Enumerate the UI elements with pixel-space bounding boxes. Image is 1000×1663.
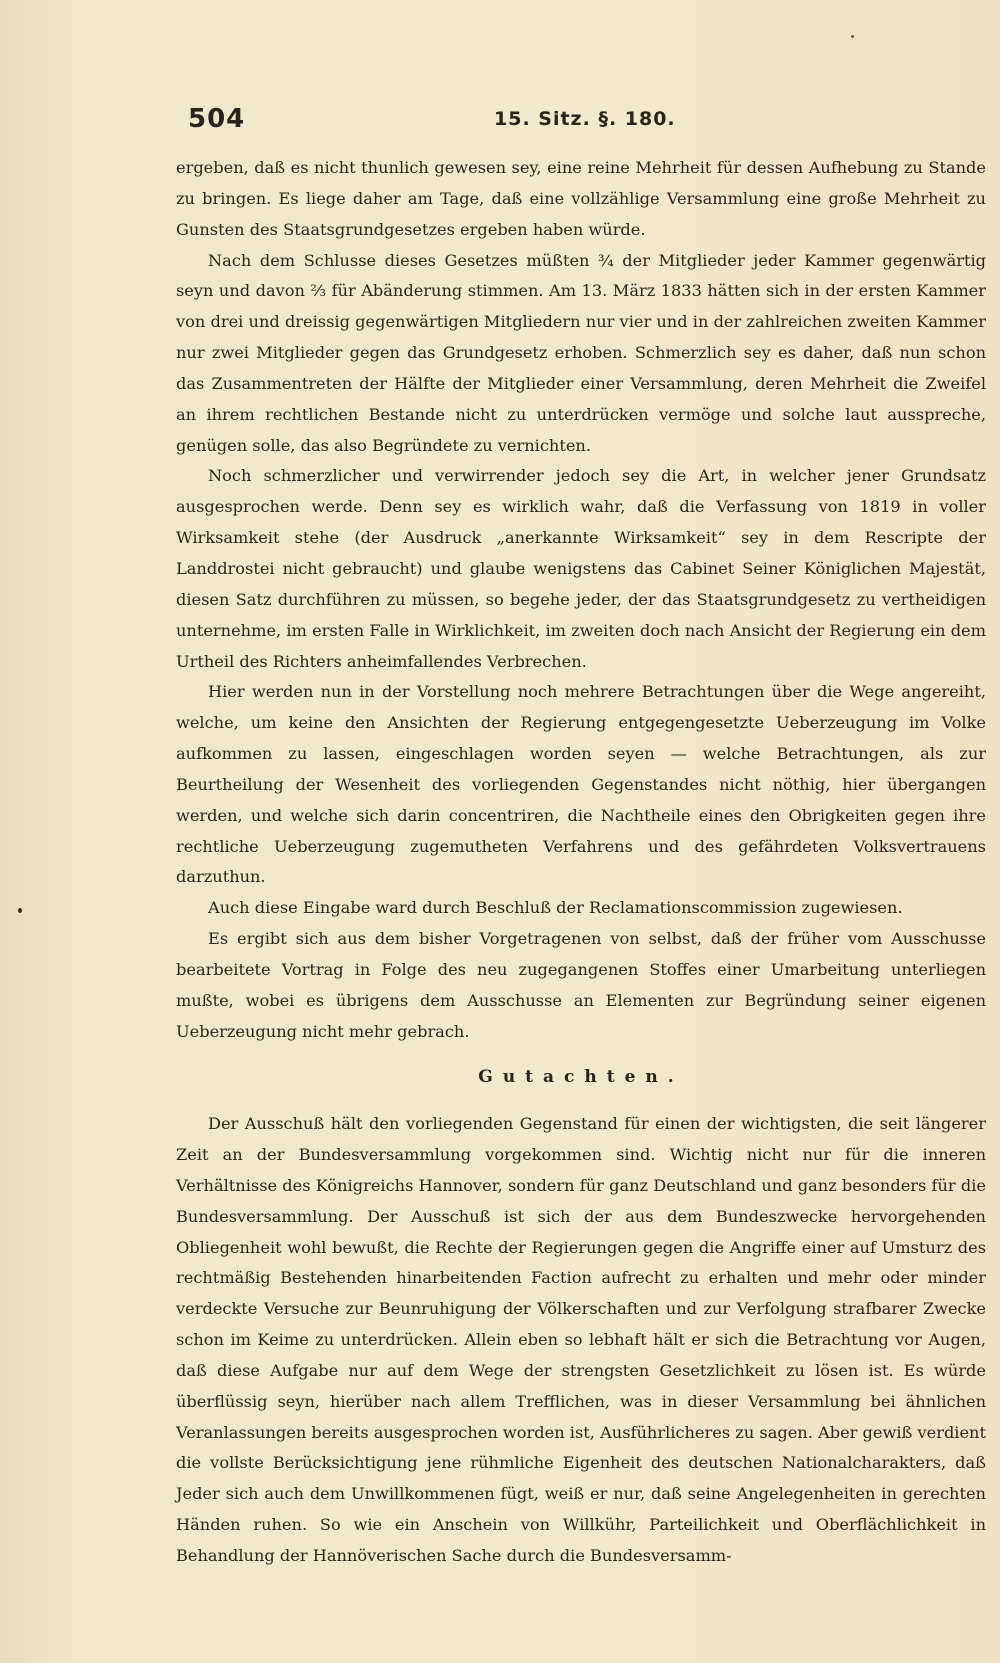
page-number: 504 [188, 104, 246, 134]
paragraph: Hier werden nun in der Vorstellung noch mehrere Betrachtungen über die Wege angereiht, welche, um keine den Ansichten der Regierung entgegengesetzte Ueberzeugung im Volke aufkommen zu lassen, eingeschlagen worden seyen — welche Betrachtungen, als zur Beurtheilung der Wesenheit des vorliegenden Gegenstandes nicht nöthig, hier übergangen werden, und welche sich darin concentriren, die Nachtheile eines den Obrigkeiten gegen ihre rechtliche Ueberzeugung zugemutheten Verfahrens und des gefährdeten Volksvertrauens darzuthun. [176, 682, 986, 887]
paragraph: Der Ausschuß hält den vorliegenden Gegenstand für einen der wichtigsten, die seit längerer Zeit an der Bundesversammlung vorgekommen sind. Wichtig nicht nur für die inneren Verhältnisse des Königreichs Hannover, sondern für ganz Deutschland und ganz besonders für die Bundesversammlung. Der Ausschuß ist sich der aus dem Bundeszwecke hervorgehenden Obliegenheit wohl bewußt, die Rechte der Regierungen gegen die Angriffe einer auf Umsturz des rechtmäßig Bestehenden hinarbeitenden Faction aufrecht zu erhalten und mehr oder minder verdeckte Versuche zur Beunruhigung der Völkerschaften und zur Verfolgung strafbarer Zwecke schon im Keime zu unterdrücken. Allein eben so lebhaft hält er sich die Betrachtung vor Augen, daß diese Aufgabe nur auf dem Wege der strengsten Gesetzlichkeit zu lösen ist. Es würde überflüssig seyn, hierüber nach allem Trefflichen, was in dieser Versammlung bei ähnlichen Veranlassungen bereits ausgesprochen worden ist, Ausführlicheres zu sagen. Aber gewiß verdient die vollste Berücksichtigung jene rühmliche Eigenheit des deutschen Nationalcharakters, daß Jeder sich auch dem Unwillkommenen fügt, weiß er nur, daß seine Angelegenheiten in gerechten Händen ruhen. So wie ein Anschein von Willkühr, Parteilichkeit und Oberflächlichkeit in Behandlung der Hannöverischen Sache durch die Bundesversamm- [176, 1114, 986, 1565]
paragraph: Es ergibt sich aus dem bisher Vorgetragenen von selbst, daß der früher vom Ausschusse bearbeitete Vortrag in Folge des neu zugegangenen Stoffes einer Umarbeitung unterliegen mußte, wobei es übrigens dem Ausschusse an Elementen zur Begründung seiner eigenen Ueberzeugung nicht mehr gebrach. [176, 929, 986, 1041]
section-heading: Gutachten. [478, 1067, 684, 1088]
page-header [188, 104, 988, 144]
paper-speck [851, 35, 854, 38]
paragraph: Noch schmerzlicher und verwirrender jedoch sey die Art, in welcher jener Grundsatz ausgesprochen werde. Denn sey es wirklich wahr, daß die Verfassung von 1819 in voller Wirksamkeit stehe (der Ausdruck „anerkannte Wirksamkeit“ sey in dem Rescripte der Landdrostei nicht gebraucht) und glaube wenigstens das Cabinet Seiner Königlichen Majestät, diesen Satz durchführen zu müssen, so begehe jeder, der das Staatsgrundgesetz zu vertheidigen unternehme, im ersten Falle in Wirklichkeit, im zweiten doch nach Ansicht der Regierung ein dem Urtheil des Richters anheimfallendes Verbrechen. [176, 466, 986, 671]
paragraph: ergeben, daß es nicht thunlich gewesen sey, eine reine Mehrheit für dessen Aufhebung zu Stande zu bringen. Es liege daher am Tage, daß eine vollzählige Versammlung eine große Mehrheit zu Gunsten des Staatsgrundgesetzes ergeben haben würde. [176, 158, 986, 239]
paragraph: Auch diese Eingabe ward durch Beschluß der Reclamationscommission zugewiesen. [208, 898, 903, 918]
margin-ink-dot [18, 908, 22, 913]
running-head: 15. Sitz. §. 180. [494, 108, 676, 130]
page-body [176, 153, 986, 1572]
paragraph: Nach dem Schlusse dieses Gesetzes müßten ¾ der Mitglieder jeder Kammer gegenwärtig seyn und davon ⅔ für Abänderung stimmen. Am 13. März 1833 hätten sich in der ersten Kammer von drei und dreissig gegenwärtigen Mitgliedern nur vier und in der zahlreichen zweiten Kammer nur zwei Mitglieder gegen das Grundgesetz erhoben. Schmerzlich sey es daher, daß nun schon das Zusammentreten der Hälfte der Mitglieder einer Versammlung, deren Mehrheit die Zweifel an ihrem rechtlichen Bestande nicht zu unterdrücken vermöge und solche laut ausspreche, genügen solle, das also Begründete zu vernichten. [176, 250, 986, 455]
